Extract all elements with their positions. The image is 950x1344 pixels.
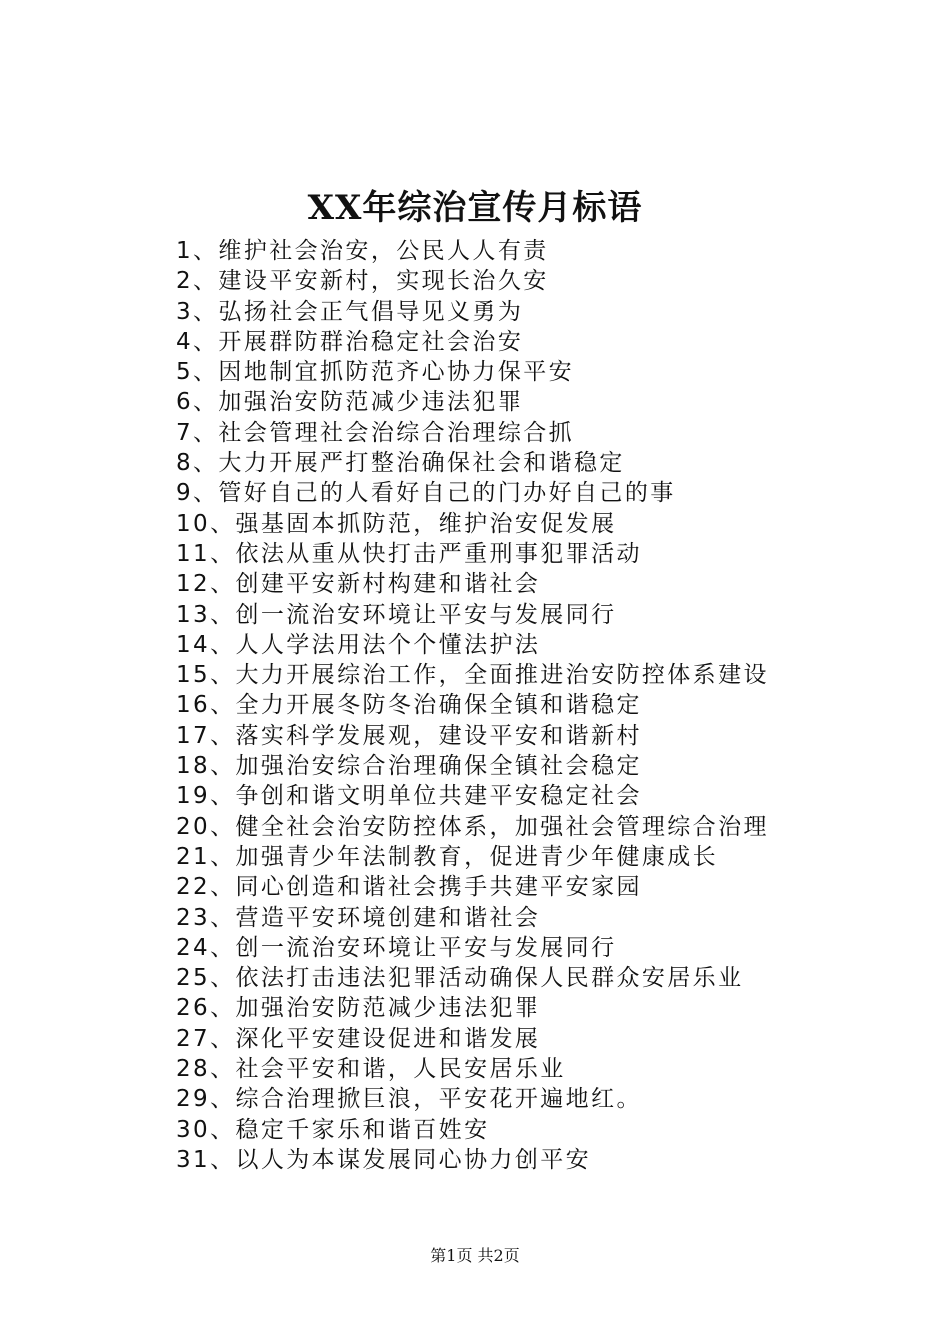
list-item: 24、创一流治安环境让平安与发展同行 — [176, 934, 617, 961]
list-item: 11、依法从重从快打击严重刑事犯罪活动 — [176, 540, 642, 567]
list-item: 5、因地制宜抓防范齐心协力保平安 — [176, 359, 575, 386]
list-item: 13、创一流治安环境让平安与发展同行 — [176, 601, 617, 628]
list-item: 3、弘扬社会正气倡导见义勇为 — [176, 298, 524, 325]
list-item: 26、加强治安防范减少违法犯罪 — [176, 995, 541, 1022]
list-item: 14、人人学法用法个个懂法护法 — [176, 631, 541, 658]
list-item: 1、维护社会治安，公民人人有责 — [176, 238, 549, 264]
list-item: 9、管好自己的人看好自己的门办好自己的事 — [176, 480, 676, 507]
slogan-list — [176, 236, 796, 1175]
list-item: 28、社会平安和谐，人民安居乐业 — [176, 1056, 566, 1083]
list-item: 22、同心创造和谐社会携手共建平安家园 — [176, 874, 642, 901]
list-item: 17、落实科学发展观，建设平安和谐新村 — [176, 722, 642, 749]
list-item: 31、以人为本谋发展同心协力创平安 — [176, 1146, 592, 1173]
list-item: 29、综合治理掀巨浪，平安花开遍地红。 — [176, 1086, 642, 1113]
page-footer: 第1页 共2页 — [430, 1246, 520, 1265]
list-item: 30、稳定千家乐和谐百姓安 — [176, 1116, 490, 1143]
list-item: 19、争创和谐文明单位共建平安稳定社会 — [176, 783, 642, 810]
list-item: 12、创建平安新村构建和谐社会 — [176, 571, 541, 598]
list-item: 8、大力开展严打整治确保社会和谐稳定 — [176, 450, 625, 477]
list-item: 15、大力开展综治工作，全面推进治安防控体系建设 — [176, 662, 769, 689]
list-item: 16、全力开展冬防冬治确保全镇和谐稳定 — [176, 692, 642, 719]
list-item: 6、加强治安防范减少违法犯罪 — [176, 389, 524, 416]
list-item: 20、健全社会治安防控体系，加强社会管理综合治理 — [176, 813, 769, 840]
list-item: 7、社会管理社会治综合治理综合抓 — [176, 419, 575, 446]
list-item: 21、加强青少年法制教育，促进青少年健康成长 — [176, 843, 719, 870]
list-item: 18、加强治安综合治理确保全镇社会稳定 — [176, 753, 642, 780]
list-item: 2、建设平安新村，实现长治久安 — [176, 268, 549, 295]
list-item: 25、依法打击违法犯罪活动确保人民群众安居乐业 — [176, 965, 744, 992]
list-item: 10、强基固本抓防范，维护治安促发展 — [176, 510, 617, 537]
document-title: XX年综治宣传月标语 — [307, 188, 643, 228]
list-item: 23、营造平安环境创建和谐社会 — [176, 904, 541, 931]
list-item: 27、深化平安建设促进和谐发展 — [176, 1025, 541, 1052]
list-item: 4、开展群防群治稳定社会治安 — [176, 328, 524, 355]
